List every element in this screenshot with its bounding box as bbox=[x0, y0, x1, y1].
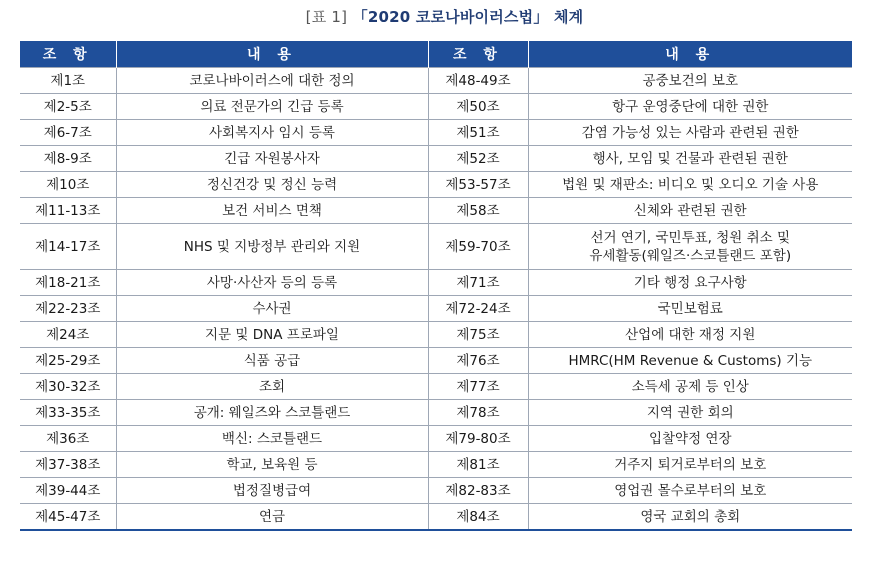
content-left: 사회복지사 임시 등록 bbox=[116, 120, 428, 146]
table-row bbox=[20, 198, 852, 224]
content-left: 긴급 자원봉사자 bbox=[116, 146, 428, 172]
article-left: 제18-21조 bbox=[20, 270, 116, 296]
table-row bbox=[20, 172, 852, 198]
article-left: 제6-7조 bbox=[20, 120, 116, 146]
header-content-right: 내 용 bbox=[528, 41, 852, 68]
content-left: 정신건강 및 정신 능력 bbox=[116, 172, 428, 198]
content-right: 공중보건의 보호 bbox=[528, 68, 852, 94]
table-row bbox=[20, 374, 852, 400]
article-left: 제36조 bbox=[20, 426, 116, 452]
table-row bbox=[20, 296, 852, 322]
content-left: 조회 bbox=[116, 374, 428, 400]
table-row bbox=[20, 120, 852, 146]
article-right: 제81조 bbox=[428, 452, 528, 478]
table-row bbox=[20, 348, 852, 374]
article-right: 제79-80조 bbox=[428, 426, 528, 452]
article-left: 제14-17조 bbox=[20, 224, 116, 270]
article-left: 제2-5조 bbox=[20, 94, 116, 120]
table-row bbox=[20, 400, 852, 426]
content-right: 감염 가능성 있는 사람과 관련된 권한 bbox=[528, 120, 852, 146]
article-right: 제75조 bbox=[428, 322, 528, 348]
table-row bbox=[20, 68, 852, 94]
article-left: 제11-13조 bbox=[20, 198, 116, 224]
content-left: 식품 공급 bbox=[116, 348, 428, 374]
content-right: 법원 및 재판소: 비디오 및 오디오 기술 사용 bbox=[528, 172, 852, 198]
content-right: 입찰약정 연장 bbox=[528, 426, 852, 452]
content-right-line-2: 유세활동(웨일즈·스코틀랜드 포함) bbox=[589, 247, 792, 264]
table-row bbox=[20, 270, 852, 296]
content-left: 연금 bbox=[116, 504, 428, 531]
article-left: 제33-35조 bbox=[20, 400, 116, 426]
article-left: 제30-32조 bbox=[20, 374, 116, 400]
content-left: 코로나바이러스에 대한 정의 bbox=[116, 68, 428, 94]
table-row bbox=[20, 146, 852, 172]
article-right: 제84조 bbox=[428, 504, 528, 531]
content-left: 백신: 스코틀랜드 bbox=[116, 426, 428, 452]
header-article-right: 조 항 bbox=[428, 41, 528, 68]
table-caption bbox=[0, 6, 889, 27]
header-row bbox=[20, 41, 852, 68]
table-row bbox=[20, 94, 852, 120]
caption-prefix: [표 1] bbox=[305, 8, 348, 26]
content-right: 영국 교회의 총회 bbox=[528, 504, 852, 531]
content-right: 거주지 퇴거로부터의 보호 bbox=[528, 452, 852, 478]
content-left: NHS 및 지방정부 관리와 지원 bbox=[116, 224, 428, 270]
article-left: 제45-47조 bbox=[20, 504, 116, 531]
article-right: 제58조 bbox=[428, 198, 528, 224]
article-right: 제71조 bbox=[428, 270, 528, 296]
table-row bbox=[20, 322, 852, 348]
content-right: HMRC(HM Revenue & Customs) 기능 bbox=[528, 348, 852, 374]
article-left: 제8-9조 bbox=[20, 146, 116, 172]
content-right: 기타 행정 요구사항 bbox=[528, 270, 852, 296]
content-right: 국민보험료 bbox=[528, 296, 852, 322]
content-left: 법정질병급여 bbox=[116, 478, 428, 504]
article-right: 제82-83조 bbox=[428, 478, 528, 504]
law-structure-table bbox=[20, 41, 852, 531]
content-right bbox=[528, 224, 852, 270]
content-left: 사망·사산자 등의 등록 bbox=[116, 270, 428, 296]
content-left: 지문 및 DNA 프로파일 bbox=[116, 322, 428, 348]
table-row bbox=[20, 478, 852, 504]
article-right: 제53-57조 bbox=[428, 172, 528, 198]
table-row bbox=[20, 224, 852, 270]
article-right: 제48-49조 bbox=[428, 68, 528, 94]
content-right-line-1: 선거 연기, 국민투표, 청원 취소 및 bbox=[590, 229, 791, 246]
article-right: 제76조 bbox=[428, 348, 528, 374]
table-row bbox=[20, 426, 852, 452]
content-right: 산업에 대한 재정 지원 bbox=[528, 322, 852, 348]
article-left: 제39-44조 bbox=[20, 478, 116, 504]
article-left: 제24조 bbox=[20, 322, 116, 348]
header-content-left: 내 용 bbox=[116, 41, 428, 68]
caption-title: 「2020 코로나바이러스법」 체계 bbox=[352, 8, 584, 26]
content-left: 수사권 bbox=[116, 296, 428, 322]
article-right: 제50조 bbox=[428, 94, 528, 120]
header-article-left: 조 항 bbox=[20, 41, 116, 68]
content-right: 지역 권한 회의 bbox=[528, 400, 852, 426]
article-left: 제10조 bbox=[20, 172, 116, 198]
article-left: 제22-23조 bbox=[20, 296, 116, 322]
article-right: 제59-70조 bbox=[428, 224, 528, 270]
content-left: 공개: 웨일즈와 스코틀랜드 bbox=[116, 400, 428, 426]
content-right: 항구 운영중단에 대한 권한 bbox=[528, 94, 852, 120]
content-right: 신체와 관련된 권한 bbox=[528, 198, 852, 224]
content-left: 학교, 보육원 등 bbox=[116, 452, 428, 478]
content-right: 행사, 모임 및 건물과 관련된 권한 bbox=[528, 146, 852, 172]
article-right: 제72-24조 bbox=[428, 296, 528, 322]
content-left: 보건 서비스 면책 bbox=[116, 198, 428, 224]
article-left: 제1조 bbox=[20, 68, 116, 94]
article-right: 제51조 bbox=[428, 120, 528, 146]
table-row bbox=[20, 504, 852, 531]
article-right: 제78조 bbox=[428, 400, 528, 426]
article-left: 제25-29조 bbox=[20, 348, 116, 374]
article-right: 제77조 bbox=[428, 374, 528, 400]
article-right: 제52조 bbox=[428, 146, 528, 172]
article-left: 제37-38조 bbox=[20, 452, 116, 478]
content-left: 의료 전문가의 긴급 등록 bbox=[116, 94, 428, 120]
content-right: 영업권 몰수로부터의 보호 bbox=[528, 478, 852, 504]
content-right: 소득세 공제 등 인상 bbox=[528, 374, 852, 400]
table-body bbox=[20, 68, 852, 531]
table-row bbox=[20, 452, 852, 478]
